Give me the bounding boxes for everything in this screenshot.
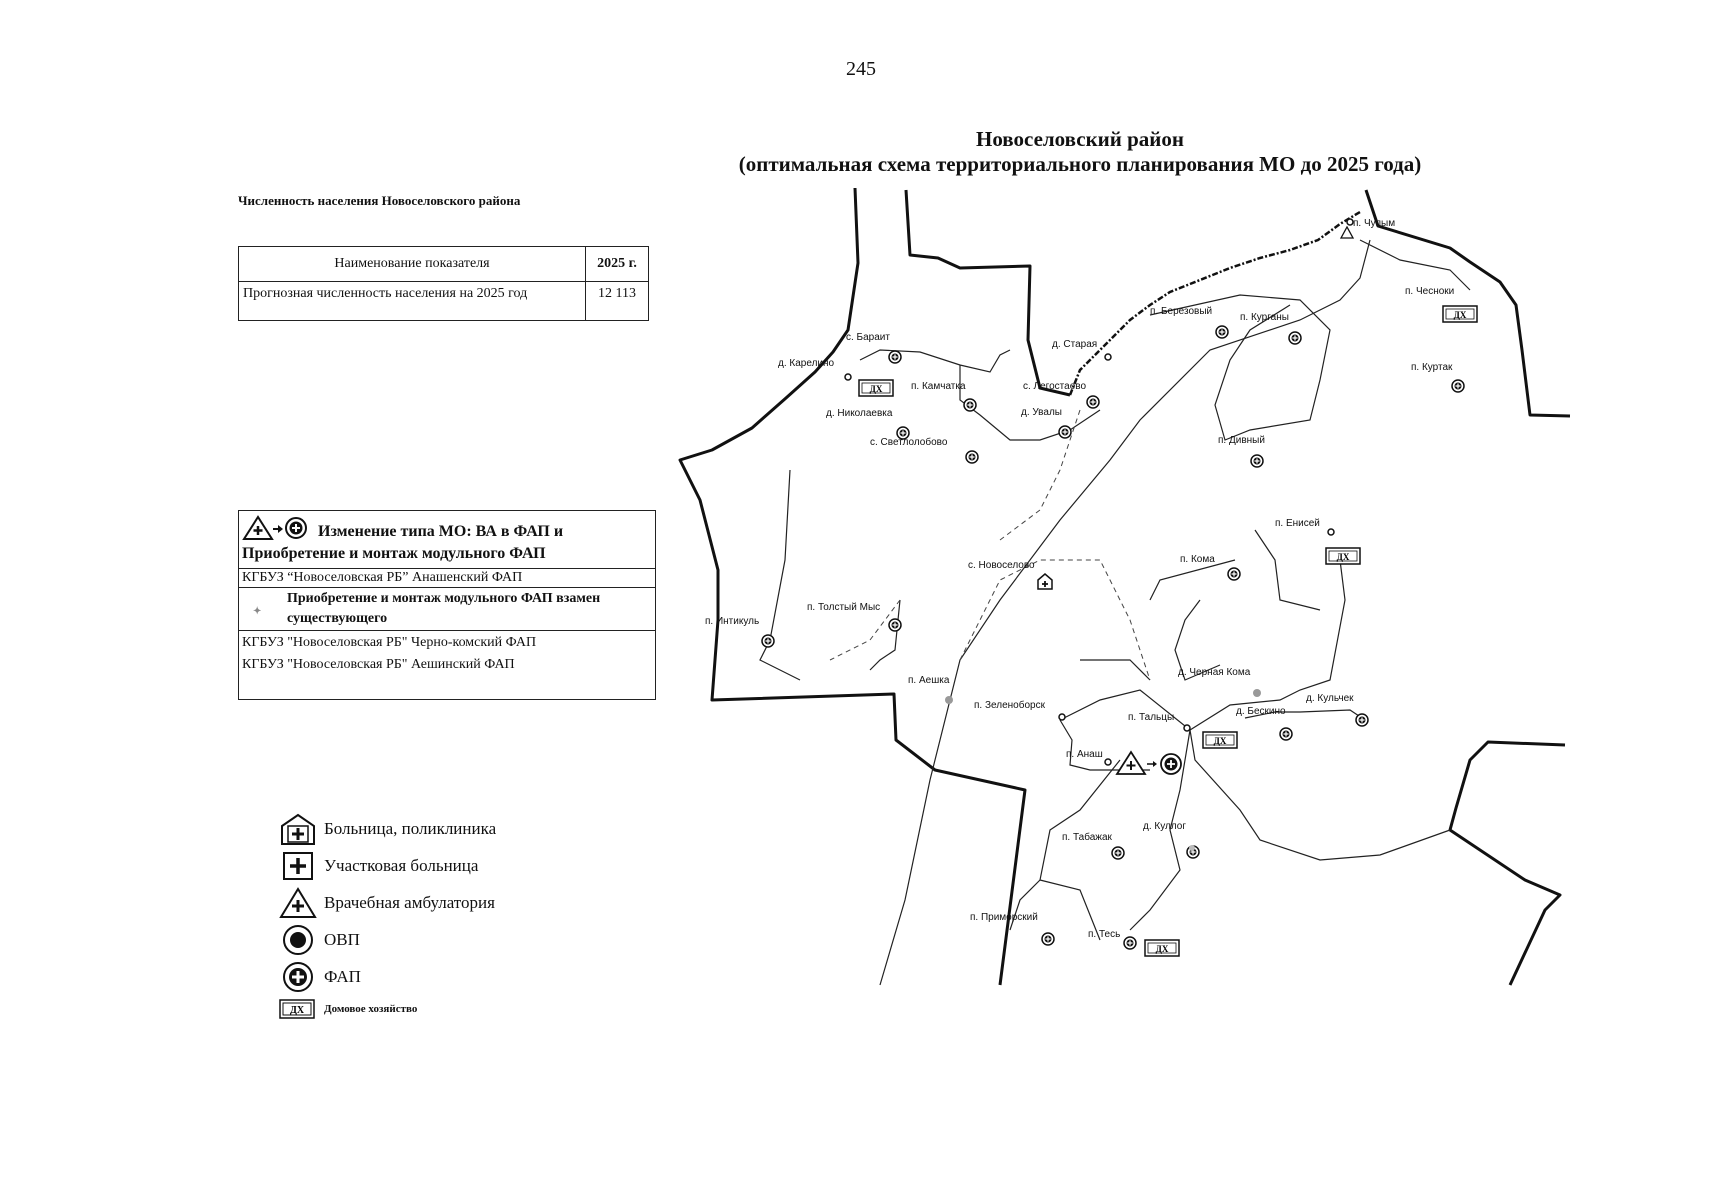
legend-label: Домовое хозяйство [324, 1003, 418, 1015]
place-label: д. Николаевка [826, 408, 893, 419]
legend-label: Врачебная амбулатория [324, 892, 495, 912]
dx-icon [1326, 548, 1360, 564]
dx-label: ДХ [869, 384, 883, 394]
fap-icon [1042, 933, 1054, 945]
legend-label: Участковая больница [324, 855, 479, 875]
minor-roads [830, 410, 1150, 680]
dx-icon [1145, 940, 1179, 956]
change-box-row-chernaya-koma: КГБУЗ "Новоселовская РБ" Черно-комский ФАП [242, 635, 537, 650]
dx-icon [859, 380, 893, 396]
place-label: д. Кульчек [1306, 693, 1354, 704]
place-label: п. Камчатка [911, 381, 966, 392]
fap-icon [1124, 937, 1136, 949]
fap-icon [966, 451, 978, 463]
dx-icon [1203, 732, 1237, 748]
fap-icon [762, 635, 774, 647]
modular-fap-marker [1189, 845, 1195, 851]
district-boundary [680, 188, 1570, 985]
place-label: п. Интикуль [705, 616, 760, 627]
settlement-dot [1328, 529, 1334, 535]
settlement-dot [1059, 714, 1065, 720]
fap-icon [1112, 847, 1124, 859]
place-label: д. Черная Кома [1178, 667, 1251, 678]
fap-icon [1059, 426, 1071, 438]
table-cell-label: Прогнозная численность населения на 2025 год [239, 282, 586, 321]
population-heading: Численность населения Новоселовского района [238, 193, 521, 208]
place-label: п. Приморский [970, 912, 1038, 923]
legend-label: ОВП [324, 929, 360, 949]
place-label: с. Бараит [846, 332, 890, 343]
place-label: д. Старая [1052, 339, 1098, 350]
svg-text:ДХ: ДХ [289, 1005, 305, 1016]
settlement-dot [1105, 759, 1111, 765]
dx-label: ДХ [1213, 736, 1227, 746]
title-line-1: Новоселовский район [975, 127, 1184, 151]
district-hospital-icon [1038, 574, 1052, 589]
place-label: п. Тальцы [1128, 712, 1175, 723]
place-label: п. Табажак [1062, 832, 1112, 843]
change-box-row-aeshka: КГБУЗ "Новоселовская РБ" Аешинский ФАП [242, 657, 515, 672]
fap-icon [964, 399, 976, 411]
place-label: д. Увалы [1021, 407, 1062, 418]
place-label: п. Курганы [1240, 312, 1289, 323]
table-header-indicator: Наименование показателя [239, 247, 586, 282]
place-label: д. Куллог [1143, 821, 1186, 832]
place-label: п. Куртак [1411, 362, 1453, 373]
map-facilities [762, 219, 1477, 956]
table-header-year: 2025 г. [586, 247, 649, 282]
fap-icon [1356, 714, 1368, 726]
dx-label: ДХ [1336, 552, 1350, 562]
fap-icon [1087, 396, 1099, 408]
settlement-dot [845, 374, 851, 380]
place-label: п. Енисей [1275, 518, 1320, 529]
place-label: п. Анаш [1066, 749, 1103, 760]
dx-label: ДХ [1155, 944, 1169, 954]
page-number: 245 [846, 58, 876, 80]
place-label: п. Дивный [1218, 435, 1265, 446]
place-label: п. Тесь [1088, 929, 1121, 940]
change-box-row-anash: КГБУЗ “Новоселовская РБ” Анашенский ФАП [239, 569, 655, 588]
fap-icon [1228, 568, 1240, 580]
fap-icon [1452, 380, 1464, 392]
title-line-2: (оптимальная схема территориального планирования МО до 2025 года) [738, 152, 1422, 176]
place-label: п. Березовый [1150, 306, 1213, 317]
modular-fap-marker [945, 696, 953, 704]
settlement-dot [1184, 725, 1190, 731]
legend-label: ФАП [324, 966, 361, 986]
table-cell-value: 12 113 [586, 282, 649, 321]
modular-fap-marker [1253, 689, 1261, 697]
ambulatory-icon [1341, 227, 1353, 238]
place-label: п. Кома [1180, 554, 1215, 565]
fap-icon [1251, 455, 1263, 467]
place-label: д. Карелино [778, 358, 835, 369]
fap-icon [1216, 326, 1228, 338]
place-label: с. Светлолобово [870, 437, 948, 448]
dx-icon [1443, 306, 1477, 322]
place-label: п. Толстый Мыс [807, 602, 881, 613]
change-box-heading-text: Изменение типа МО: ВА в ФАП и Приобретение и монтаж модульного ФАП [242, 523, 564, 562]
place-label: с. Легостаево [1023, 381, 1087, 392]
ambulatory-to-fap-marker [1117, 752, 1181, 774]
place-label: д. Бескино [1236, 706, 1286, 717]
place-label: п. Чесноки [1405, 286, 1455, 297]
legend-label: Больница, поликлиника [324, 818, 497, 838]
fap-icon [889, 619, 901, 631]
fap-icon [1280, 728, 1292, 740]
dx-label: ДХ [1453, 310, 1467, 320]
place-label: п. Аешка [908, 675, 950, 686]
place-label: с. Новоселово [968, 560, 1035, 571]
modular-fap-icon: ✦ [253, 606, 262, 617]
river [1070, 212, 1360, 395]
place-label: п. Зеленоборск [974, 700, 1045, 711]
fap-icon [1289, 332, 1301, 344]
settlement-dot [1105, 354, 1111, 360]
place-label: п. Чупым [1353, 218, 1396, 229]
fap-icon [889, 351, 901, 363]
change-box-subheading-text: Приобретение и монтаж модульного ФАП взамен существующего [287, 591, 601, 626]
